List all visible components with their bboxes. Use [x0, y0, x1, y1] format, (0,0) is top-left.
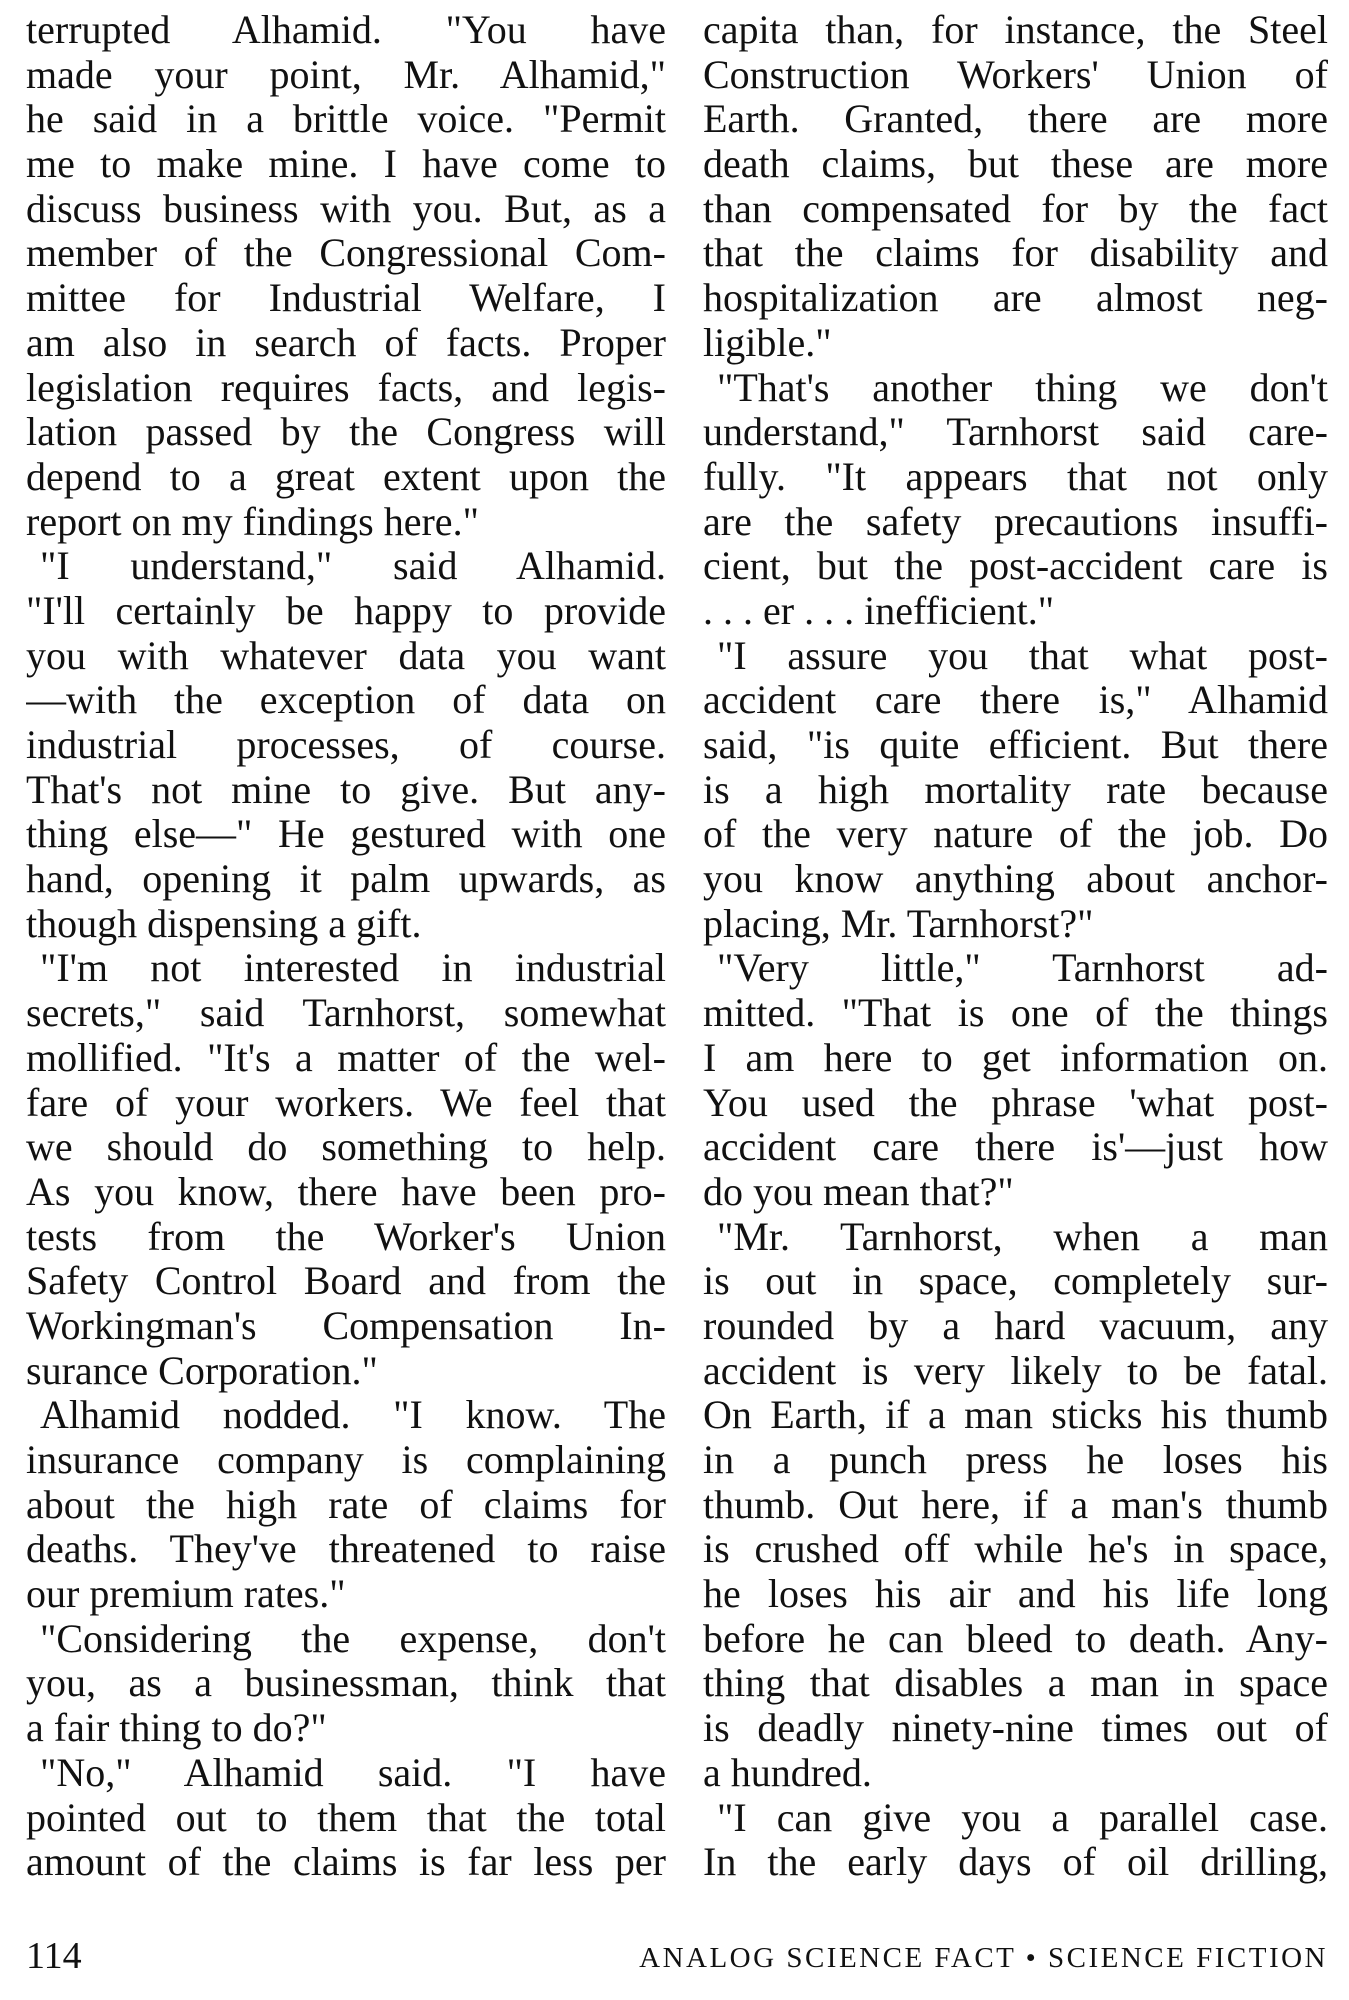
text-line: mollified. "It's a matter of the wel-	[26, 1035, 666, 1080]
text-line: "I can give you a parallel case.	[717, 1795, 1328, 1840]
text-line: though dispensing a gift.	[26, 901, 422, 946]
text-line: Safety Control Board and from the	[26, 1259, 666, 1304]
text-line: of the very nature of the job. Do	[703, 812, 1328, 857]
text-line: mittee for Industrial Welfare, I	[26, 276, 666, 321]
text-line: "I understand," said Alhamid.	[40, 544, 666, 589]
text-line: about the high rate of claims for	[26, 1482, 666, 1527]
text-line: —with the exception of data on	[26, 678, 666, 723]
text-line: you, as a businessman, think that	[26, 1661, 666, 1706]
text-line: before he can bleed to death. Any-	[703, 1616, 1328, 1661]
text-line: ligible."	[703, 320, 832, 365]
text-line: accident is very likely to be fatal.	[703, 1348, 1328, 1393]
text-line: That's not mine to give. But any-	[26, 767, 666, 812]
text-line: accident care there is'—just how	[703, 1125, 1328, 1170]
text-line: Construction Workers' Union of	[703, 52, 1328, 97]
text-line: "I'm not interested in industrial	[40, 946, 666, 991]
text-line: On Earth, if a man sticks his thumb	[703, 1393, 1328, 1438]
text-line: . . . er . . . inefficient."	[703, 588, 1055, 633]
text-line: pointed out to them that the total	[26, 1795, 666, 1840]
text-line: amount of the claims is far less per	[26, 1840, 666, 1885]
text-line: you know anything about anchor-	[703, 857, 1328, 902]
text-line: In the early days of oil drilling,	[703, 1840, 1328, 1885]
text-line: am also in search of facts. Proper	[26, 320, 666, 365]
text-line: "Mr. Tarnhorst, when a man	[717, 1214, 1328, 1259]
text-line: capita than, for instance, the Steel	[703, 8, 1328, 52]
text-line: hand, opening it palm upwards, as	[26, 857, 666, 902]
text-line: he loses his air and his life long	[703, 1572, 1328, 1617]
text-line: made your point, Mr. Alhamid,"	[26, 52, 666, 97]
text-line: deaths. They've threatened to raise	[26, 1527, 666, 1572]
text-line: thing that disables a man in space	[703, 1661, 1328, 1706]
text-line: cient, but the post-accident care is	[703, 544, 1328, 589]
text-line: Alhamid nodded. "I know. The	[40, 1393, 666, 1438]
page-number: 114	[26, 1935, 82, 1977]
text-line: fully. "It appears that not only	[703, 454, 1328, 499]
text-line: do you mean that?"	[703, 1169, 1014, 1214]
left-text-column	[26, 8, 666, 1885]
text-line: legislation requires facts, and legis-	[26, 365, 666, 410]
text-line: is a high mortality rate because	[703, 767, 1328, 812]
text-line: depend to a great extent upon the	[26, 454, 666, 499]
text-line: discuss business with you. But, as a	[26, 186, 666, 231]
text-line: tests from the Worker's Union	[26, 1214, 666, 1259]
text-line: report on my findings here."	[26, 499, 479, 544]
text-line: our premium rates."	[26, 1572, 346, 1617]
text-line: you with whatever data you want	[26, 633, 666, 678]
text-line: "Very little," Tarnhorst ad-	[717, 946, 1328, 991]
text-line: lation passed by the Congress will	[26, 410, 666, 455]
text-line: terrupted Alhamid. "You have	[26, 8, 666, 52]
text-line: a fair thing to do?"	[26, 1706, 327, 1751]
text-line: As you know, there have been pro-	[26, 1169, 666, 1214]
text-line: is deadly ninety-nine times out of	[703, 1706, 1328, 1751]
text-line: "Considering the expense, don't	[40, 1616, 666, 1661]
text-line: is crushed off while he's in space,	[703, 1527, 1328, 1572]
text-line: "I'll certainly be happy to provide	[26, 588, 666, 633]
text-line: thing else—" He gestured with one	[26, 812, 666, 857]
text-line: secrets," said Tarnhorst, somewhat	[26, 991, 666, 1036]
text-line: me to make mine. I have come to	[26, 142, 666, 187]
text-line: hospitalization are almost neg-	[703, 276, 1328, 321]
text-line: thumb. Out here, if a man's thumb	[703, 1482, 1328, 1527]
text-line: fare of your workers. We feel that	[26, 1080, 666, 1125]
text-line: member of the Congressional Com-	[26, 231, 666, 276]
text-line: You used the phrase 'what post-	[703, 1080, 1328, 1125]
text-line: rounded by a hard vacuum, any	[703, 1303, 1328, 1348]
text-line: that the claims for disability and	[703, 231, 1328, 276]
text-line: accident care there is," Alhamid	[703, 678, 1328, 723]
text-line: placing, Mr. Tarnhorst?"	[703, 901, 1094, 946]
text-line: "No," Alhamid said. "I have	[40, 1750, 666, 1795]
running-head: ANALOG SCIENCE FACT • SCIENCE FICTION	[639, 1942, 1328, 1974]
text-line: than compensated for by the fact	[703, 186, 1328, 231]
text-line: death claims, but these are more	[703, 142, 1328, 187]
text-line: he said in a brittle voice. "Permit	[26, 97, 666, 142]
text-line: a hundred.	[703, 1750, 872, 1795]
text-line: is out in space, completely sur-	[703, 1259, 1328, 1304]
text-line: said, "is quite efficient. But there	[703, 723, 1328, 767]
text-line: mitted. "That is one of the things	[703, 991, 1328, 1036]
text-line: I am here to get information on.	[703, 1035, 1328, 1080]
text-line: surance Corporation."	[26, 1348, 378, 1393]
text-line: we should do something to help.	[26, 1125, 666, 1170]
text-line: are the safety precautions insuffi-	[703, 499, 1328, 544]
text-line: Earth. Granted, there are more	[703, 97, 1328, 142]
text-line: industrial processes, of course.	[26, 723, 666, 767]
text-line: "I assure you that what post-	[717, 633, 1328, 678]
right-text-column	[703, 8, 1328, 1885]
text-line: "That's another thing we don't	[717, 365, 1328, 410]
text-line: in a punch press he loses his	[703, 1438, 1328, 1482]
text-line: insurance company is complaining	[26, 1438, 666, 1482]
text-line: understand," Tarnhorst said care-	[703, 410, 1328, 455]
page-footer	[26, 1932, 1328, 1982]
text-line: Workingman's Compensation In-	[26, 1303, 666, 1348]
